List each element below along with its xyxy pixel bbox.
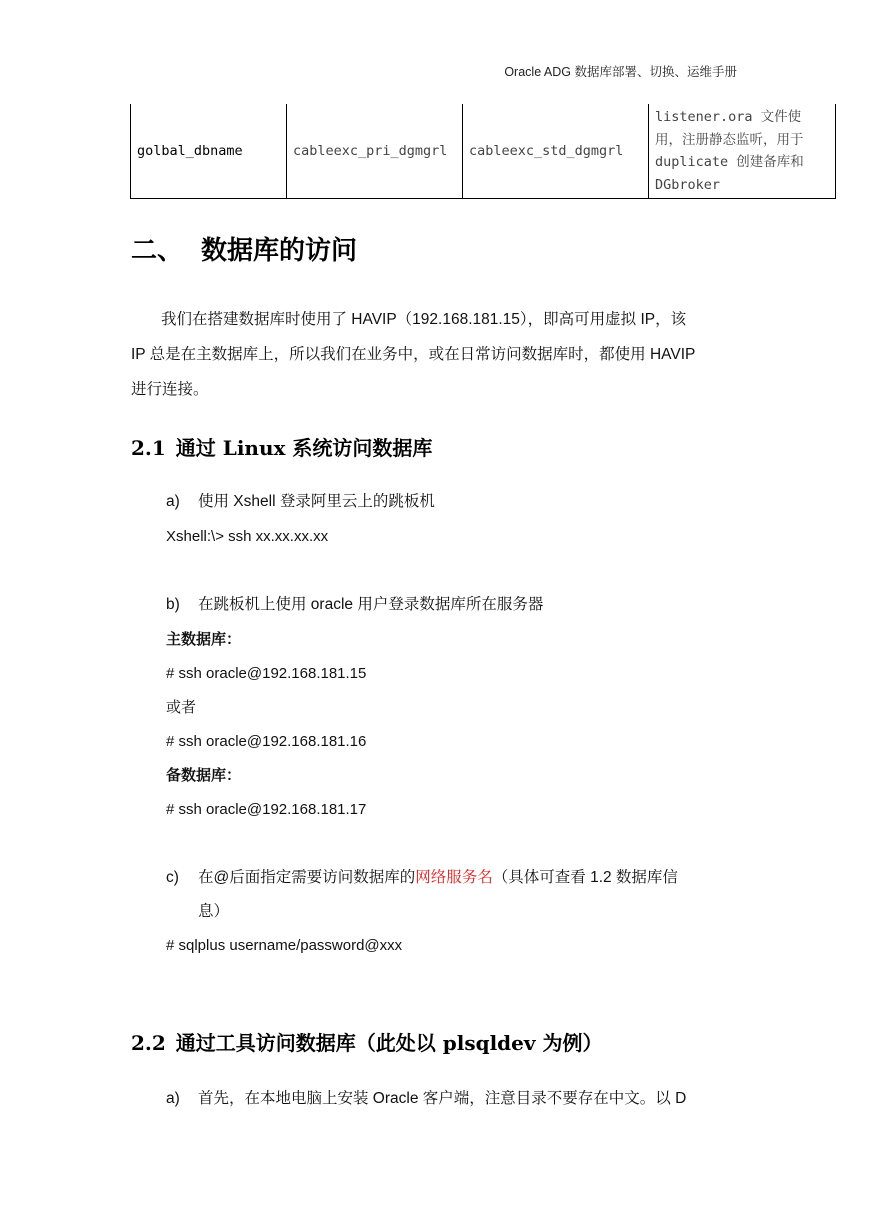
subsection-heading-2-1 xyxy=(131,432,432,461)
note-line: DGbroker xyxy=(655,176,721,193)
command-line: Xshell:\> ssh xx.xx.xx.xx xyxy=(166,528,329,545)
list-text: （具体可查看 1.2 数据库信 xyxy=(492,869,678,886)
intro-line: 进行连接。 xyxy=(131,381,209,398)
list-text: 首先，在本地电脑上安装 Oracle 客户端，注意目录不要存在中文。以 D xyxy=(198,1090,687,1107)
note-cell xyxy=(649,104,836,199)
primary-db-label: 主数据库： xyxy=(166,631,242,648)
list-item-b xyxy=(166,594,543,616)
list-text-continued: 息） xyxy=(198,903,230,920)
command-line: # sqlplus username/password@xxx xyxy=(166,937,403,954)
standby-db-label: 备数据库： xyxy=(166,767,242,784)
subsection-title: 通过 Linux 系统访问数据库 xyxy=(175,436,433,460)
subsection-number: 2.2 xyxy=(131,1031,166,1055)
intro-line: IP 总是在主数据库上，所以我们在业务中，或在日常访问数据库时，都使用 HAVIP xyxy=(131,346,696,363)
list-text: 在跳板机上使用 oracle 用户登录数据库所在服务器 xyxy=(198,596,544,613)
list-label: b) xyxy=(166,596,180,613)
page-header: Oracle ADG 数据库部署、切换、运维手册 xyxy=(504,65,737,79)
list-label: a) xyxy=(166,493,180,510)
command-line: # ssh oracle@192.168.181.17 xyxy=(166,801,367,818)
subsection-title: 通过工具访问数据库（此处以 plsqldev 为例） xyxy=(175,1031,603,1055)
list-label: c) xyxy=(166,869,179,886)
note-line: listener.ora 文件使 xyxy=(655,109,802,125)
primary-value-cell: cableexc_pri_dgmgrl xyxy=(287,104,463,199)
config-table xyxy=(130,104,836,199)
or-text: 或者 xyxy=(166,699,197,716)
list-item-a xyxy=(166,1088,686,1110)
command-line: # ssh oracle@192.168.181.15 xyxy=(166,665,367,682)
highlight-text: 网络服务名 xyxy=(415,869,493,886)
section-heading xyxy=(131,230,357,267)
list-text: 使用 Xshell 登录阿里云上的跳板机 xyxy=(198,493,435,510)
intro-line: 我们在搭建数据库时使用了 HAVIP（192.168.181.15），即高可用虚拟 IP，该 xyxy=(161,311,687,328)
command-line: # ssh oracle@192.168.181.16 xyxy=(166,733,367,750)
section-title: 数据库的访问 xyxy=(201,236,358,266)
list-item-a xyxy=(166,491,435,513)
note-line: duplicate 创建备库和 xyxy=(655,154,804,170)
subsection-number: 2.1 xyxy=(131,436,166,460)
list-text: 在@后面指定需要访问数据库的 xyxy=(198,869,416,886)
intro-paragraph xyxy=(131,302,741,407)
standby-value-cell: cableexc_std_dgmgrl xyxy=(463,104,649,199)
note-line: 用，注册静态监听，用于 xyxy=(655,131,804,148)
section-number: 二、 xyxy=(131,236,184,266)
list-label: a) xyxy=(166,1090,180,1107)
table-row xyxy=(131,104,836,199)
subsection-heading-2-2 xyxy=(131,1027,602,1056)
list-item-c xyxy=(166,867,678,889)
param-name-cell: golbal_dbname xyxy=(131,104,287,199)
